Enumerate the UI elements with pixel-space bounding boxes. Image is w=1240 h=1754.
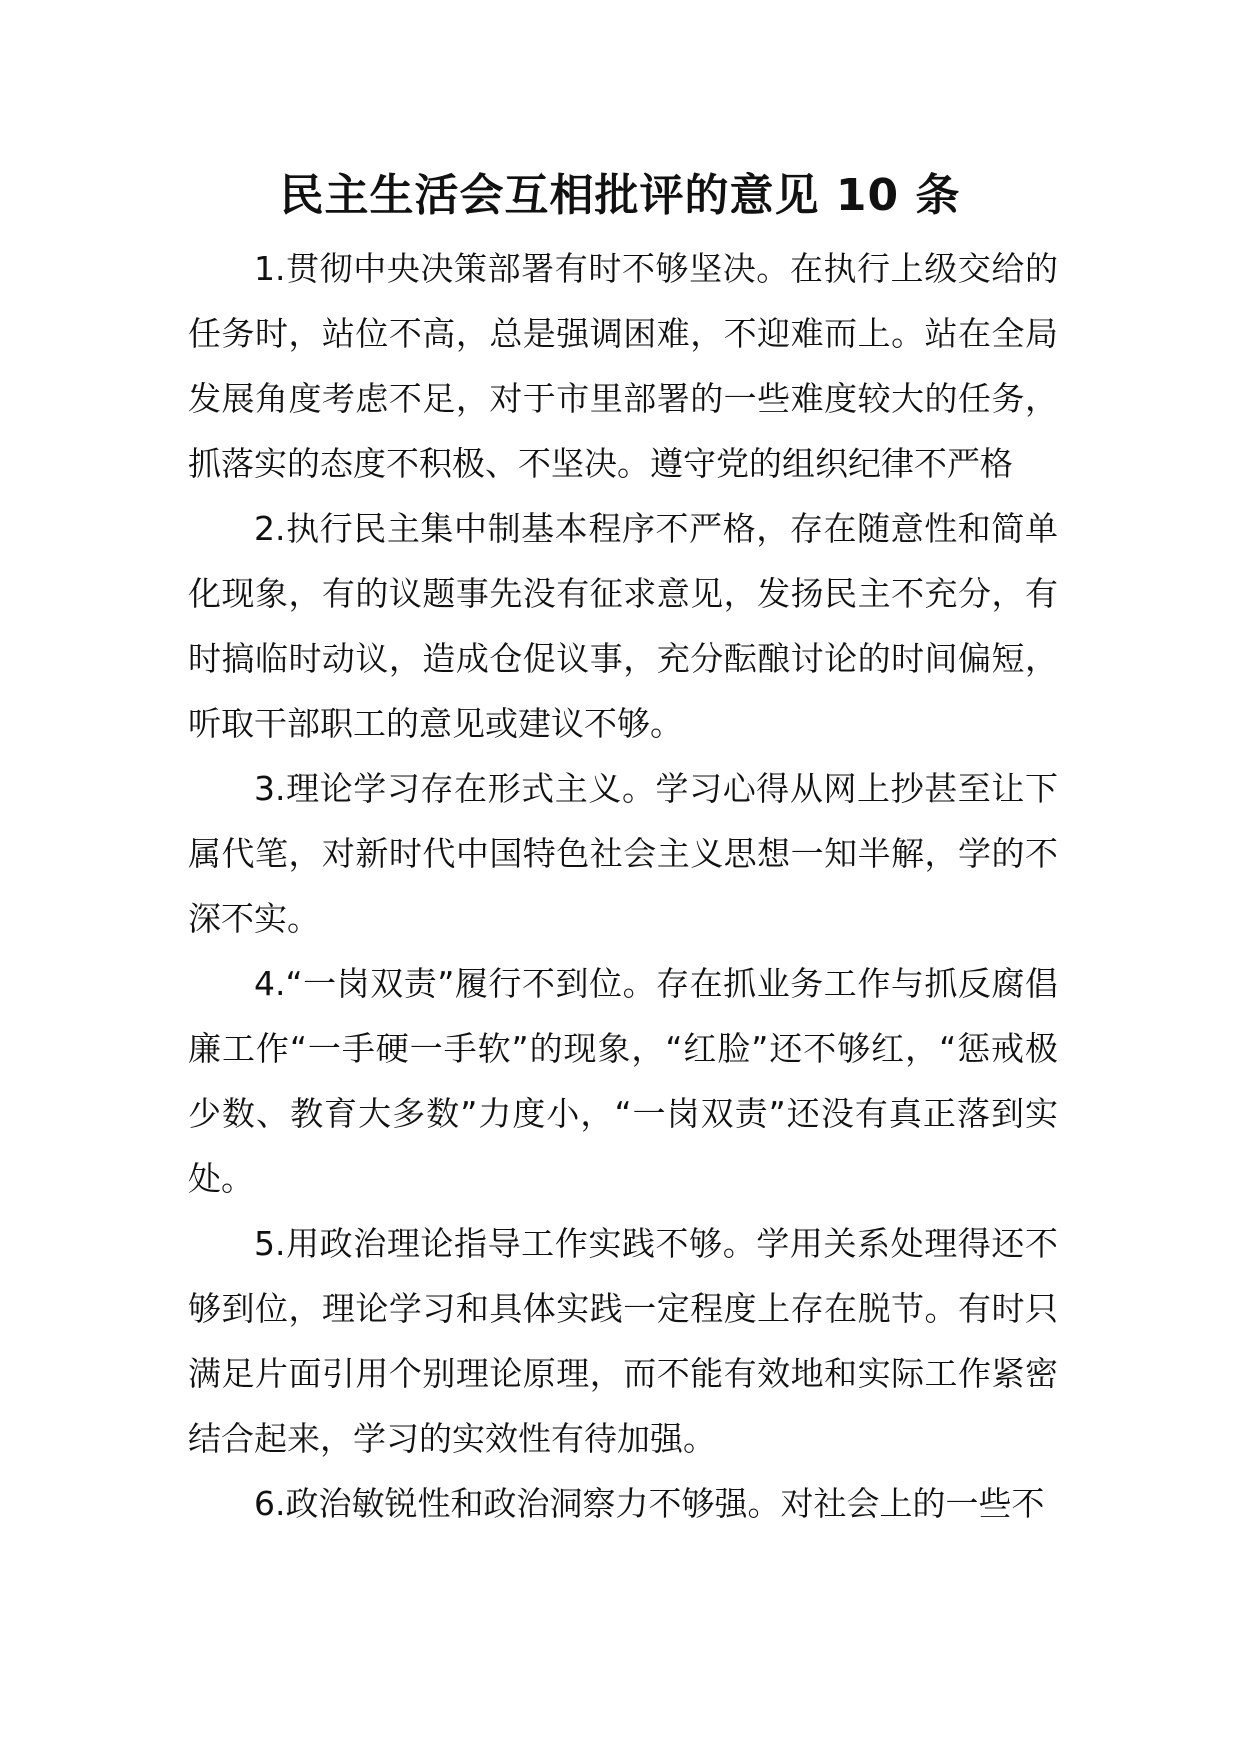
document-body bbox=[188, 236, 1058, 1536]
paragraph-1: 1.贯彻中央决策部署有时不够坚决。在执行上级交给的任务时，站位不高，总是强调困难，不迎难而上。站在全局发展角度考虑不足，对于市里部署的一些难度较大的任务，抓落实的态度不积极、不坚决。遵守党的组织纪律不严格 bbox=[188, 249, 1058, 483]
paragraph-5: 5.用政治理论指导工作实践不够。学用关系处理得还不够到位，理论学习和具体实践一定程度上存在脱节。有时只满足片面引用个别理论原理，而不能有效地和实际工作紧密结合起来，学习的实效性有待加强。 bbox=[188, 1224, 1058, 1458]
paragraph-4: 4.“一岗双责”履行不到位。存在抓业务工作与抓反腐倡廉工作“一手硬一手软”的现象，“红脸”还不够红，“惩戒极少数、教育大多数”力度小，“一岗双责”还没有真正落到实处。 bbox=[188, 964, 1058, 1198]
document-title: 民主生活会互相批评的意见 10 条 bbox=[279, 170, 961, 221]
paragraph-2: 2.执行民主集中制基本程序不严格，存在随意性和简单化现象，有的议题事先没有征求意见，发扬民主不充分，有时搞临时动议，造成仓促议事，充分酝酿讨论的时间偏短，听取干部职工的意见或建议不够。 bbox=[188, 509, 1058, 743]
paragraph-6: 6.政治敏锐性和政治洞察力不够强。对社会上的一些不 bbox=[254, 1484, 1045, 1523]
paragraph-3: 3.理论学习存在形式主义。学习心得从网上抄甚至让下属代笔，对新时代中国特色社会主义思想一知半解，学的不深不实。 bbox=[188, 769, 1058, 938]
